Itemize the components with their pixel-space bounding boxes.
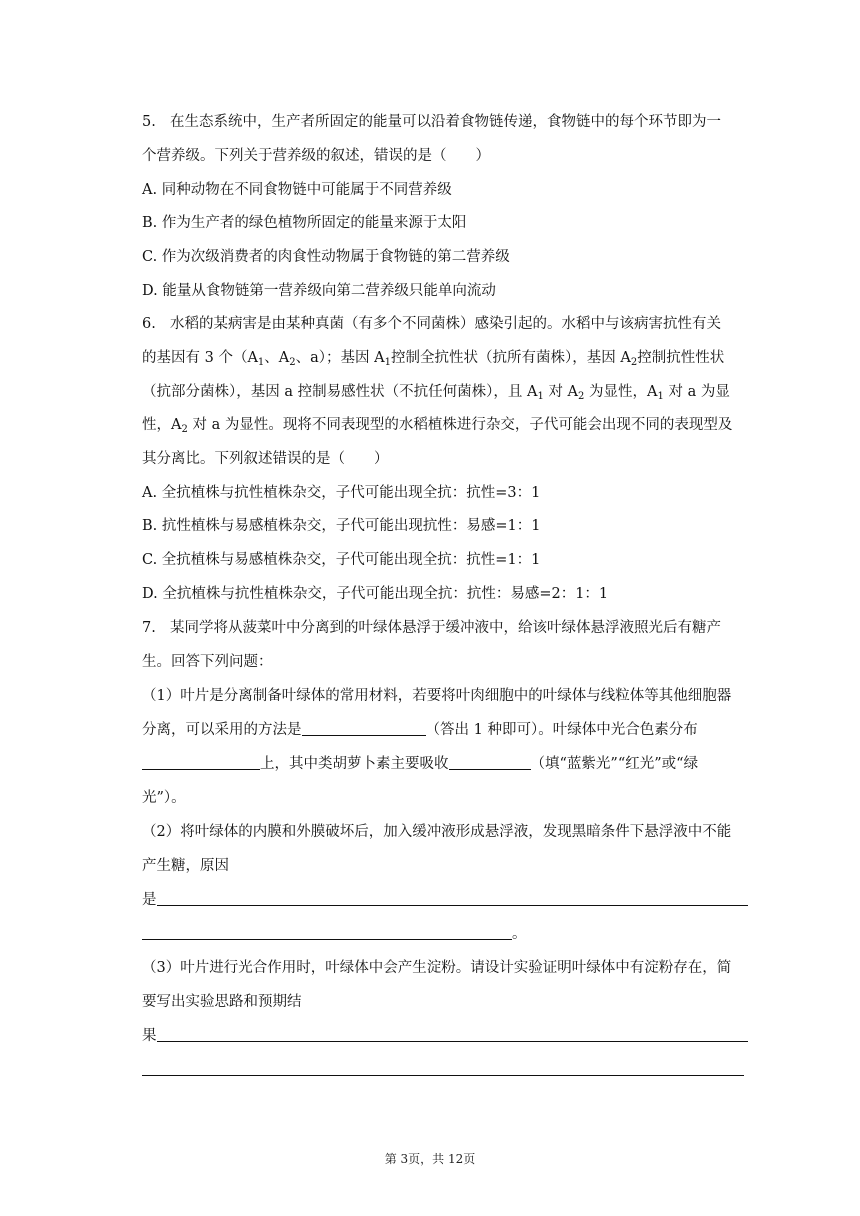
q6-stem-line5: 其分离比。下列叙述错误的是（ ） bbox=[142, 451, 389, 467]
q5-option-a: A. 同种动物在不同食物链中可能属于不同营养级 bbox=[142, 182, 452, 198]
q6-stem-line1: 6. 水稻的某病害是由某种真菌（有多个不同菌株）感染引起的。水稻中与该病害抗性有关 bbox=[142, 316, 721, 332]
q7-part1-line1: （1）叶片是分离制备叶绿体的常用材料，若要将叶肉细胞中的叶绿体与线粒体等其他细胞器 bbox=[142, 688, 732, 704]
q7-part2-line2: 产生糖，原因 bbox=[142, 858, 229, 874]
q5-option-d: D. 能量从食物链第一营养级向第二营养级只能单向流动 bbox=[142, 283, 496, 299]
answer-line-part3-1[interactable] bbox=[157, 1041, 748, 1042]
q6-option-a: A. 全抗植株与抗性植株杂交，子代可能出现全抗：抗性=3：1 bbox=[142, 485, 541, 501]
q6-stem-line2: 的基因有 3 个（$A_1$、$A_2$、a）；基因 $A_1$控制全抗性状（抗所有菌株），基因 $A_2$控制抗性性状 bbox=[142, 350, 725, 368]
answer-blank-method[interactable] bbox=[302, 721, 426, 736]
answer-line-part2-2[interactable] bbox=[142, 939, 512, 940]
q5-number: 5. bbox=[142, 114, 156, 130]
q7-part3-line2: 要写出实验思路和预期结 bbox=[142, 994, 302, 1010]
q6-number: 6. bbox=[142, 316, 156, 332]
q7-part1-line3: 上，其中类胡萝卜素主要吸收 （填“蓝紫光”“红光”或“绿 bbox=[142, 754, 752, 774]
q7-part3-line1: （3）叶片进行光合作用时，叶绿体中会产生淀粉。请设计实验证明叶绿体中有淀粉存在，简 bbox=[142, 960, 732, 976]
q5-option-c: C. 作为次级消费者的肉食性动物属于食物链的第二营养级 bbox=[142, 249, 510, 265]
q7-part1-line4: 光”）。 bbox=[142, 790, 186, 806]
q6-stem-line4: 性，$A_2$ 对 a 为显性。现将不同表现型的水稻植株进行杂交，子代可能会出现不同的表现型及 bbox=[142, 417, 733, 435]
q6-option-b: B. 抗性植株与易感植株杂交，子代可能出现抗性：易感=1：1 bbox=[142, 518, 541, 534]
q7-number: 7. bbox=[142, 620, 156, 636]
q7-stem-line2: 生。回答下列问题： bbox=[142, 654, 273, 670]
q7-part2-end: 。 bbox=[512, 926, 527, 942]
answer-blank-light-color[interactable] bbox=[449, 755, 531, 770]
q7-part2-line3: 是 bbox=[142, 892, 157, 908]
q6-option-c: C. 全抗植株与易感植株杂交，子代可能出现全抗：抗性=1：1 bbox=[142, 552, 541, 568]
q6-option-d: D. 全抗植株与抗性植株杂交，子代可能出现全抗：抗性：易感=2：1：1 bbox=[142, 586, 609, 602]
q7-stem-line1: 7. 某同学将从菠菜叶中分离到的叶绿体悬浮于缓冲液中，给该叶绿体悬浮液照光后有糖产 bbox=[142, 620, 721, 636]
q5-stem-line1: 5. 在生态系统中，生产者所固定的能量可以沿着食物链传递，食物链中的每个环节即为一 bbox=[142, 114, 721, 130]
answer-blank-pigment-location[interactable] bbox=[142, 755, 260, 770]
q7-part1-line2: 分离，可以采用的方法是 （答出 1 种即可）。叶绿体中光合色素分布 bbox=[142, 722, 698, 738]
q7-part2-line1: （2）将叶绿体的内膜和外膜破坏后，加入缓冲液形成悬浮液，发现黑暗条件下悬浮液中不能 bbox=[142, 824, 732, 840]
q7-part3-line3: 果 bbox=[142, 1028, 157, 1044]
answer-line-part2-1[interactable] bbox=[157, 905, 748, 906]
q6-stem-line3: （抗部分菌株），基因 a 控制易感性状（不抗任何菌株），且 $A_1$ 对 $A_2$ 为显性，$A_1$ 对 a 为显 bbox=[142, 384, 730, 402]
answer-line-part3-2[interactable] bbox=[142, 1075, 744, 1076]
q5-stem-line2: 个营养级。下列关于营养级的叙述，错误的是（ ） bbox=[142, 148, 490, 164]
page-footer: 第 3页，共 12页 bbox=[384, 1152, 476, 1166]
q5-option-b: B. 作为生产者的绿色植物所固定的能量来源于太阳 bbox=[142, 215, 467, 231]
